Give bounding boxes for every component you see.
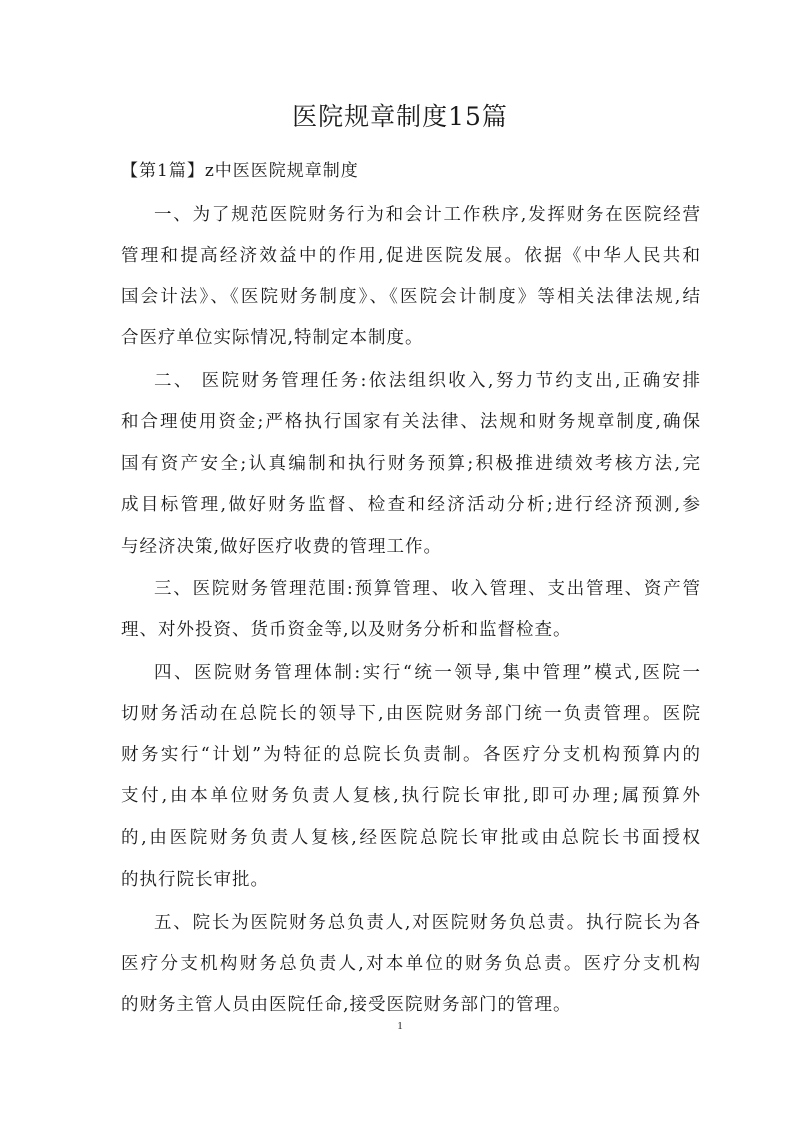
text-line: 的财务主管人员由医院任命,接受医院财务部门的管理。 [121, 995, 572, 1015]
text-line: 切财务活动在总院长的领导下,由医院财务部门统一负责管理。医院 [121, 704, 701, 724]
text-line: 国有资产安全;认真编制和执行财务预算;积极推进绩效考核方法,完 [121, 454, 701, 474]
text-line: 与经济决策,做好医疗收费的管理工作。 [121, 537, 443, 557]
document-title: 医院规章制度15篇 [292, 102, 508, 131]
page-number: 1 [397, 1020, 403, 1032]
text-line: 三、医院财务管理范围:预算管理、收入管理、支出管理、资产管 [154, 579, 701, 599]
text-line: 医疗分支机构财务总负责人,对本单位的财务负总责。医疗分支机构 [121, 954, 701, 974]
text-line: 国会计法》、《医院财务制度》、《医院会计制度》等相关法律法规,结 [121, 287, 701, 307]
text-line: 的执行院长审批。 [121, 870, 269, 890]
text-line: 四、医院财务管理体制:实行“统一领导,集中管理”模式,医院一 [154, 663, 701, 683]
text-line: 的,由医院财务负责人复核,经医院总院长审批或由总院长书面授权 [121, 828, 701, 848]
text-line: 财务实行“计划”为特征的总院长负责制。各医疗分支机构预算内的 [121, 745, 701, 765]
text-line: 一、为了规范医院财务行为和会计工作秩序,发挥财务在医院经营 [154, 205, 701, 225]
text-line: 成目标管理,做好财务监督、检查和经济活动分析;进行经济预测,参 [121, 495, 701, 515]
text-line: 合医疗单位实际情况,特制定本制度。 [121, 328, 424, 348]
text-line: 二、 医院财务管理任务:依法组织收入,努力节约支出,正确安排 [154, 371, 701, 391]
text-line: 理、对外投资、货币资金等,以及财务分析和监督检查。 [121, 620, 572, 640]
text-line: 管理和提高经济效益中的作用,促进医院发展。依据《中华人民共和 [121, 246, 701, 266]
chapter-heading: 【第1篇】z中医医院规章制度 [121, 161, 359, 181]
text-line: 五、院长为医院财务总负责人,对医院财务负总责。执行院长为各 [154, 913, 701, 933]
text-line: 和合理使用资金;严格执行国家有关法律、法规和财务规章制度,确保 [121, 412, 701, 432]
text-line: 支付,由本单位财务负责人复核,执行院长审批,即可办理;属预算外 [121, 786, 701, 806]
